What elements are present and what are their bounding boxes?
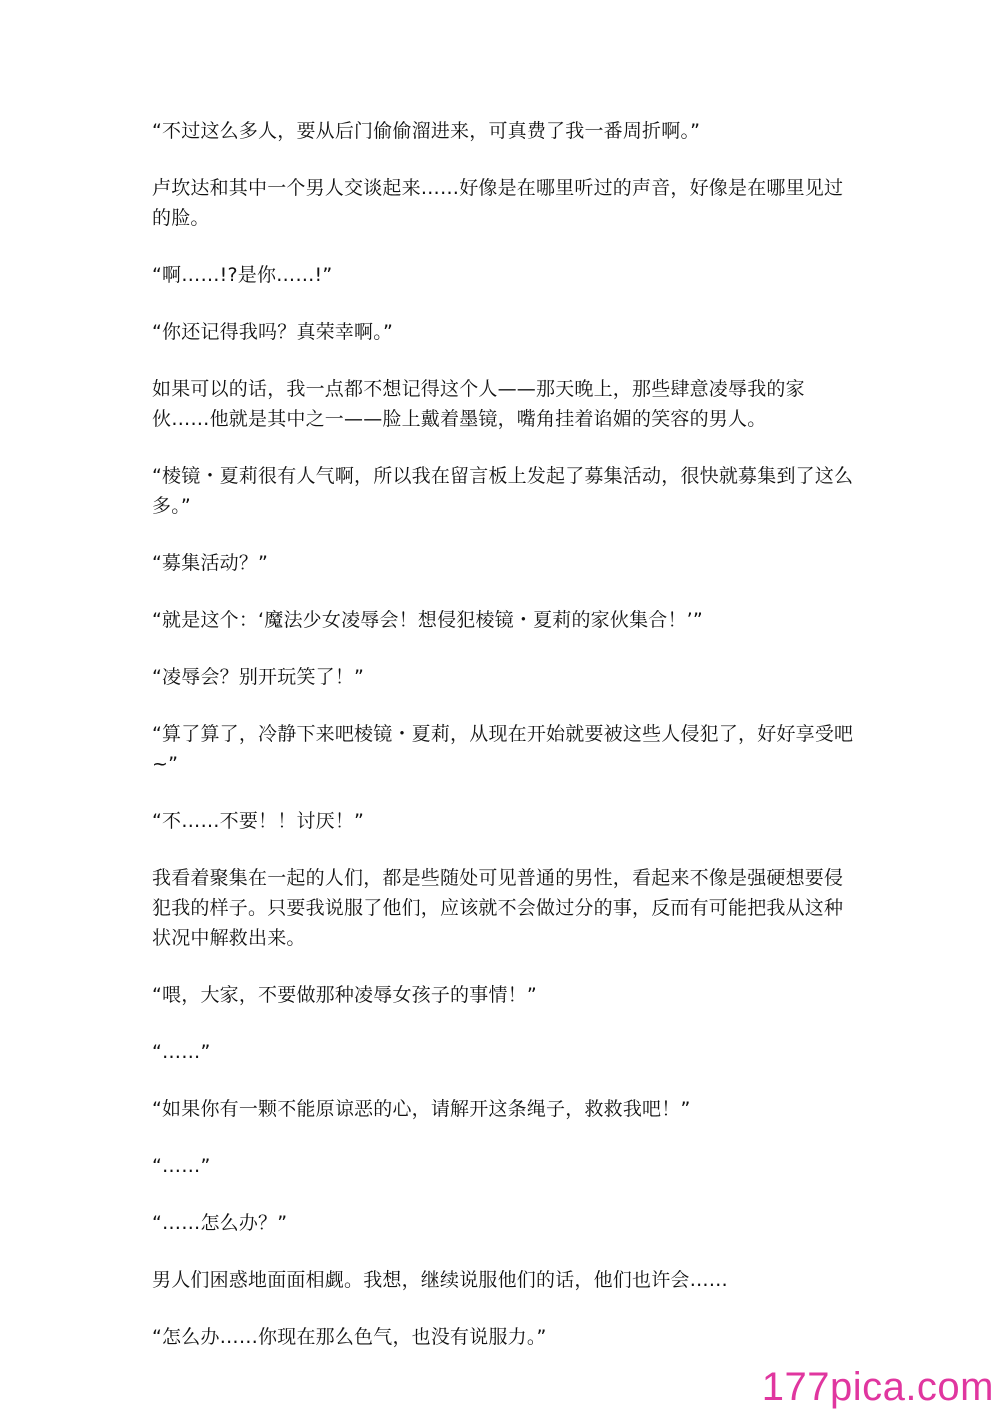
paragraph-18: 男人们困惑地面面相觑。我想，继续说服他们的话，他们也许会…… bbox=[152, 1269, 729, 1291]
paragraph-17: “……怎么办？” bbox=[152, 1212, 288, 1234]
paragraph-12: 我看着聚集在一起的人们，都是些随处可见普通的男性，看起来不像是强硬想要侵犯我的样子。只要我说服了他们，应该就不会做过分的事，反而有可能把我从这种状况中解救出来。 bbox=[152, 867, 844, 949]
paragraph-8: “就是这个：‘魔法少女凌辱会！想侵犯棱镜・夏莉的家伙集合！’” bbox=[152, 609, 703, 631]
paragraph-5: 如果可以的话，我一点都不想记得这个人——那天晚上，那些肆意凌辱我的家伙……他就是其中之一——脸上戴着墨镜，嘴角挂着谄媚的笑容的男人。 bbox=[152, 378, 805, 430]
paragraph-13: “喂，大家，不要做那种凌辱女孩子的事情！” bbox=[152, 984, 537, 1006]
paragraph-19: “怎么办……你现在那么色气，也没有说服力。” bbox=[152, 1326, 547, 1348]
paragraph-9: “凌辱会？别开玩笑了！” bbox=[152, 666, 365, 688]
paragraph-10: “算了算了，冷静下来吧棱镜・夏莉，从现在开始就要被这些人侵犯了，好好享受吧~” bbox=[152, 723, 854, 775]
paragraph-2: 卢坎达和其中一个男人交谈起来……好像是在哪里听过的声音，好像是在哪里见过的脸。 bbox=[152, 177, 844, 229]
paragraph-1: “不过这么多人，要从后门偷偷溜进来，可真费了我一番周折啊。” bbox=[152, 120, 701, 142]
paragraph-7: “募集活动？” bbox=[152, 552, 269, 574]
paragraph-16: “……” bbox=[152, 1155, 211, 1177]
text-column bbox=[152, 116, 857, 1379]
paragraph-6: “棱镜・夏莉很有人气啊，所以我在留言板上发起了募集活动，很快就募集到了这么多。” bbox=[152, 465, 854, 517]
paragraph-3: “啊……!?是你……!” bbox=[152, 264, 333, 286]
paragraph-15: “如果你有一颗不能原谅恶的心，请解开这条绳子，救救我吧！” bbox=[152, 1098, 691, 1120]
watermark-text: 177pica.com bbox=[761, 1365, 994, 1409]
paragraph-11: “不……不要！！讨厌！” bbox=[152, 810, 365, 832]
paragraph-4: “你还记得我吗？真荣幸啊。” bbox=[152, 321, 393, 343]
paragraph-14: “……” bbox=[152, 1041, 211, 1063]
